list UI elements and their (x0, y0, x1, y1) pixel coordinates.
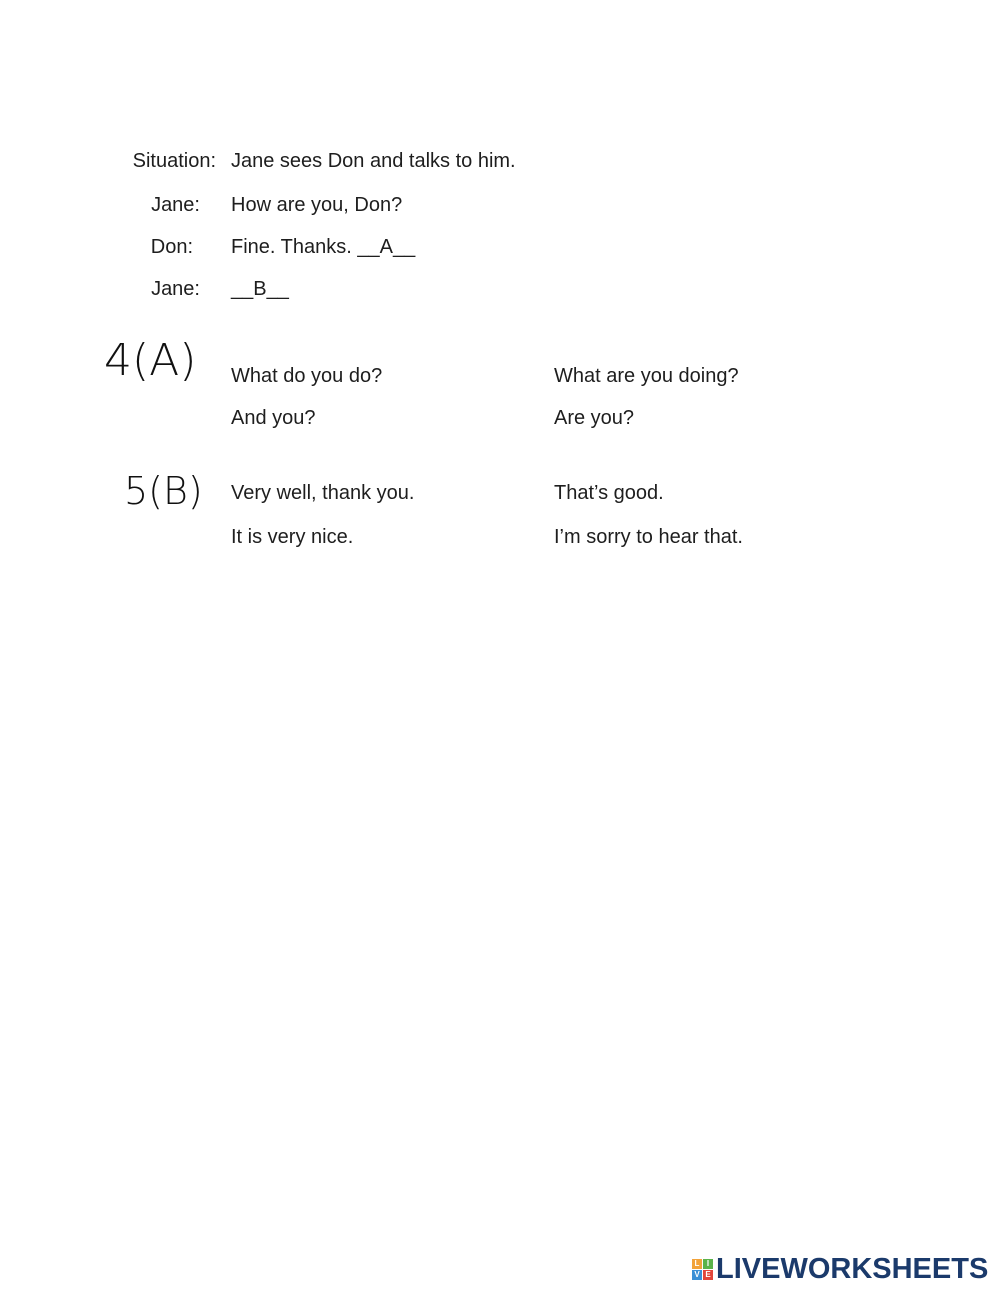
speaker-label: Don: (150, 236, 193, 258)
logo-block: E (703, 1270, 713, 1280)
logo-block: I (703, 1259, 713, 1269)
brand-name: LIVEWORKSHEETS (716, 1252, 989, 1285)
logo-block: V (692, 1270, 702, 1280)
speaker-label: Jane: (151, 194, 200, 216)
speaker-label: Jane: (151, 278, 200, 300)
option-4d[interactable]: Are you? (554, 407, 635, 429)
liveworksheets-logo (692, 1253, 988, 1285)
situation-label: Situation: (132, 150, 216, 172)
situation-text: Jane sees Don and talks to him. (231, 150, 516, 172)
logo-block: L (692, 1259, 702, 1269)
option-5a[interactable]: Very well, thank you. (231, 482, 415, 504)
logo-blocks-icon (692, 1259, 713, 1280)
dialogue-line: How are you, Don? (231, 194, 403, 216)
handwritten-answer-4: 4(A) (104, 335, 197, 386)
handwritten-answer-5: 5(B) (124, 469, 203, 513)
option-4a[interactable]: What do you do? (231, 365, 383, 387)
option-5b[interactable]: That’s good. (554, 482, 664, 504)
option-5c[interactable]: It is very nice. (231, 526, 354, 548)
dialogue-line: Fine. Thanks. __A__ (231, 236, 416, 258)
option-4c[interactable]: And you? (231, 407, 316, 429)
option-4b[interactable]: What are you doing? (554, 365, 739, 387)
dialogue-line: __B__ (231, 278, 289, 300)
option-5d[interactable]: I’m sorry to hear that. (554, 526, 743, 548)
